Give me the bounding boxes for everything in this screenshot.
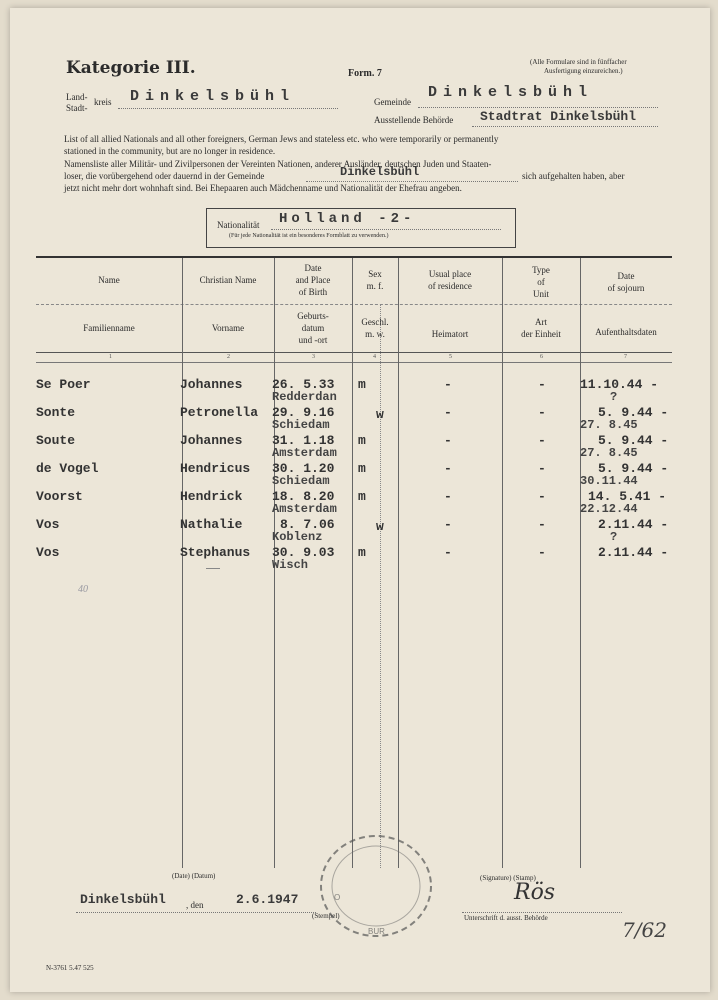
print-code: N-3761 5.47 525 xyxy=(46,964,94,972)
form-note-line2: Ausfertigung einzureichen.) xyxy=(544,67,623,75)
behoerde-value: Stadtrat Dinkelsbühl xyxy=(480,109,637,124)
gemeinde-value: Dinkelsbühl xyxy=(428,84,594,101)
nationality-note: (Für jede Nationalität ist ein besonderes Formblatt zu verwenden.) xyxy=(229,233,389,239)
col-number-3: 3 xyxy=(312,354,315,360)
nationality-value: Holland -2- xyxy=(279,211,416,227)
table-top-border xyxy=(36,256,672,258)
header-name-en: Name xyxy=(98,275,120,285)
cell-birth-place: Koblenz xyxy=(272,530,323,544)
land-label: Land- xyxy=(66,92,88,102)
cell-vorname: Petronella xyxy=(180,405,259,420)
col-divider-4a xyxy=(380,304,381,868)
unterschrift-label: Unterschrift d. ausst. Behörde xyxy=(464,914,548,922)
intro-de-gemeinde-value: Dinkelsbühl xyxy=(340,165,420,179)
col-divider-3 xyxy=(352,258,353,868)
behoerde-label: Ausstellende Behörde xyxy=(374,115,454,125)
cell-vorname: Hendrick xyxy=(180,489,243,504)
cell-sex-m: m xyxy=(358,489,366,504)
col-divider-1 xyxy=(182,258,183,868)
cell-birth-place: Schiedam xyxy=(272,418,330,432)
cell-sojourn-end: 30.11.44 xyxy=(580,474,638,488)
cell-birth-place: Amsterdam xyxy=(272,446,337,460)
official-stamp xyxy=(316,830,438,942)
header-name-de: Familienname xyxy=(83,323,135,333)
form-number: Form. 7 xyxy=(348,68,382,79)
cell-vorname: Johannes xyxy=(180,433,243,448)
nationality-underline xyxy=(271,229,501,230)
cell-unit: - xyxy=(538,545,546,560)
cell-residence: - xyxy=(444,461,452,476)
cell-sojourn-end: 27. 8.45 xyxy=(580,446,638,460)
col-divider-4 xyxy=(398,258,399,868)
cell-sojourn-end: 22.12.44 xyxy=(580,502,638,516)
cell-unit: - xyxy=(538,489,546,504)
kreis-label: kreis xyxy=(94,97,112,107)
cell-unit: - xyxy=(538,517,546,532)
header-sojourn-en: Date of sojourn xyxy=(607,271,645,293)
col-number-2: 2 xyxy=(227,354,230,360)
cell-birth-date: 30. 1.20 xyxy=(272,461,335,476)
cell-name: Voorst xyxy=(36,489,83,504)
cell-sex-m: m xyxy=(358,433,366,448)
cell-name: Sonte xyxy=(36,405,76,420)
table-header-divider xyxy=(36,304,672,305)
cell-unit: - xyxy=(538,405,546,420)
cell-unit: - xyxy=(538,377,546,392)
col-number-7: 7 xyxy=(624,354,627,360)
cell-residence: - xyxy=(444,377,452,392)
handwritten-signature: Rös xyxy=(514,880,556,905)
intro-de-line1: Namensliste aller Militär- und Zivilpersonen der Vereinten Nationen, anderer Ausländer, deutschen Juden und Staaten- xyxy=(64,159,492,169)
cell-sojourn: 14. 5.41 - xyxy=(588,489,667,504)
cell-vorname: Hendricus xyxy=(180,461,251,476)
stadt-label: Stadt- xyxy=(66,103,88,113)
cell-vorname: Johannes xyxy=(180,377,243,392)
den-label: , den xyxy=(186,900,204,910)
cell-residence: - xyxy=(444,433,452,448)
cell-sojourn-end: 27. 8.45 xyxy=(580,418,638,432)
pencil-note: 40 xyxy=(78,584,88,595)
header-sex-en: Sex m. f. xyxy=(366,269,384,291)
cell-sojourn-end: ? xyxy=(610,530,618,544)
cell-unit: - xyxy=(538,433,546,448)
cell-birth-place: Redderdan xyxy=(272,390,337,404)
cell-residence: - xyxy=(444,545,452,560)
intro-en-line2: stationed in the community, but are no longer in residence. xyxy=(64,146,276,156)
cell-birth-date: 26. 5.33 xyxy=(272,377,335,392)
cell-birth-date: 8. 7.06 xyxy=(280,517,335,532)
header-birth-de: Geburts- datum und -ort xyxy=(297,311,329,345)
cell-birth-date: 30. 9.03 xyxy=(272,545,335,560)
header-unit-en: Type of Unit xyxy=(532,265,550,299)
cell-sex-m: m xyxy=(358,545,366,560)
svg-text:BUR: BUR xyxy=(368,927,385,936)
cell-vorname: Stephanus xyxy=(180,545,251,560)
cell-birth-place: Schiedam xyxy=(272,474,330,488)
kreis-value: Dinkelsbühl xyxy=(130,88,296,105)
form-note-line1: (Alle Formulare sind in fünffacher xyxy=(530,58,627,66)
header-birth-en: Date and Place of Birth xyxy=(295,263,331,297)
header-unit-de: Art der Einheit xyxy=(521,317,561,339)
col-divider-6 xyxy=(580,258,581,868)
intro-de-line3: jetzt nicht mehr dort wohnhaft sind. Bei Ehepaaren auch Mädchenname und Nationalität der Ehefrau angeben. xyxy=(64,183,462,193)
table-numbers-bottom xyxy=(36,362,672,363)
intro-de-line2a: loser, die vorübergehend oder dauernd in der Gemeinde xyxy=(64,171,265,181)
cell-sex-w: w xyxy=(376,407,384,422)
header-residence-de: Heimatort xyxy=(431,329,469,339)
cell-sojourn: 5. 9.44 - xyxy=(598,405,669,420)
intro-en-line1: List of all allied Nationals and all other foreigners, German Jews and stateless etc. who were temporarily or permanently xyxy=(64,134,499,144)
header-christian-de: Vorname xyxy=(211,323,245,333)
behoerde-underline xyxy=(472,126,658,127)
kategorie-title: Kategorie III. xyxy=(66,58,196,78)
gemeinde-underline xyxy=(418,107,658,108)
cell-name: Soute xyxy=(36,433,76,448)
cell-name: Se Poer xyxy=(36,377,91,392)
gemeinde-label: Gemeinde xyxy=(374,97,411,107)
cell-sojourn: 11.10.44 - xyxy=(580,377,659,392)
cell-birth-place: Amsterdam xyxy=(272,502,337,516)
cell-birth-date: 29. 9.16 xyxy=(272,405,335,420)
cell-sojourn-end: ? xyxy=(610,390,618,404)
footer-date-line xyxy=(76,912,316,913)
header-christian-en: Christian Name xyxy=(199,275,257,285)
col-number-6: 6 xyxy=(540,354,543,360)
header-residence-en: Usual place of residence xyxy=(428,269,472,291)
cell-sojourn: 2.11.44 - xyxy=(598,517,669,532)
cell-name: Vos xyxy=(36,517,60,532)
pencil-dash xyxy=(206,568,220,569)
cell-sex-m: m xyxy=(358,461,366,476)
intro-de-underline xyxy=(306,181,518,182)
cell-birth-place: Wisch xyxy=(272,558,309,572)
footer-place: Dinkelsbühl xyxy=(80,892,166,907)
nationality-box xyxy=(206,208,516,248)
date-label: (Date) (Datum) xyxy=(172,872,216,880)
header-sex-de: Geschl. m. w. xyxy=(361,317,389,339)
cell-sex-w: w xyxy=(376,519,384,534)
col-number-5: 5 xyxy=(449,354,452,360)
cell-residence: - xyxy=(444,489,452,504)
col-divider-5 xyxy=(502,258,503,868)
signature-label: (Signature) (Stamp) xyxy=(480,874,536,882)
cell-vorname: Nathalie xyxy=(180,517,243,532)
cell-residence: - xyxy=(444,517,452,532)
cell-unit: - xyxy=(538,461,546,476)
table-header-bottom xyxy=(36,352,672,353)
intro-de-line2b: sich aufgehalten haben, aber xyxy=(522,171,625,181)
col-number-1: 1 xyxy=(109,354,112,360)
header-sojourn-de: Aufenthaltsdaten xyxy=(595,327,657,337)
kreis-underline xyxy=(118,108,338,109)
cell-residence: - xyxy=(444,405,452,420)
page-note: 7/62 xyxy=(622,918,667,942)
cell-sex-m: m xyxy=(358,377,366,392)
signature-line xyxy=(462,912,622,913)
cell-name: de Vogel xyxy=(36,461,99,476)
cell-name: Vos xyxy=(36,545,60,560)
footer-date: 2.6.1947 xyxy=(236,892,299,907)
cell-birth-date: 31. 1.18 xyxy=(272,433,335,448)
document-page xyxy=(10,8,710,992)
svg-text:O: O xyxy=(334,893,341,902)
cell-sojourn: 5. 9.44 - xyxy=(598,461,669,476)
cell-sojourn: 2.11.44 - xyxy=(598,545,669,560)
cell-birth-date: 18. 8.20 xyxy=(272,489,335,504)
stamp-label: (Stempel) xyxy=(312,912,340,920)
nationality-label: Nationalität xyxy=(217,220,260,230)
col-number-4: 4 xyxy=(373,354,376,360)
cell-sojourn: 5. 9.44 - xyxy=(598,433,669,448)
